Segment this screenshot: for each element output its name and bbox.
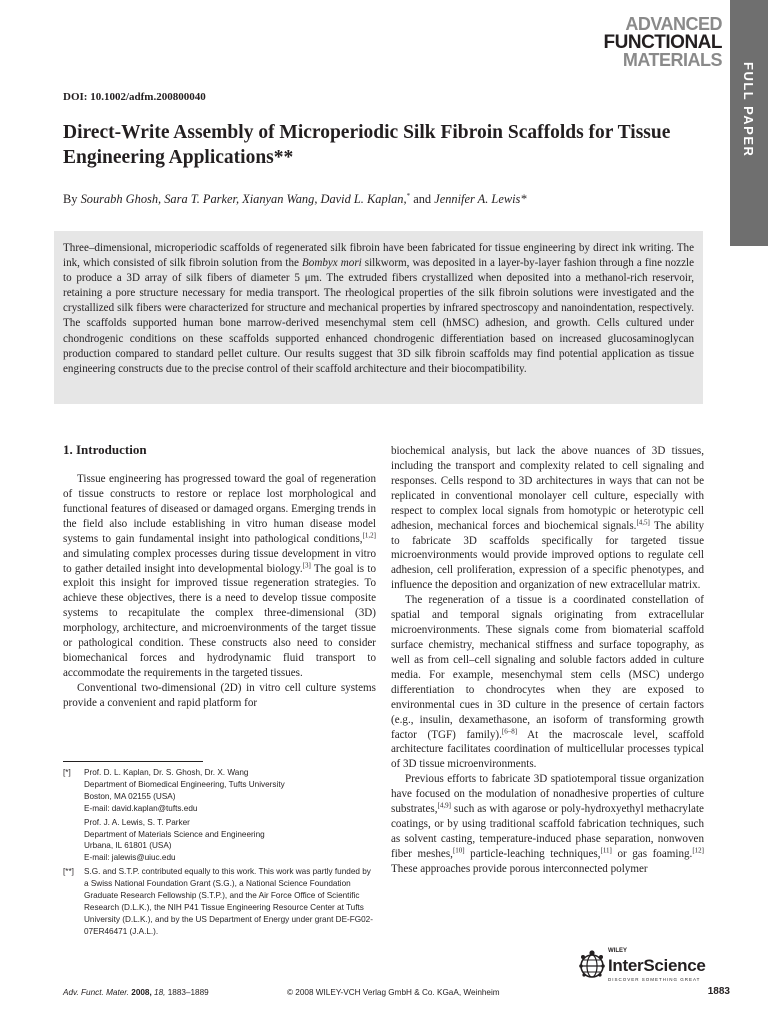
and-label: and [413,192,432,206]
citation-ref[interactable]: [4,5] [636,517,650,526]
page-number: 1883 [707,986,730,997]
abstract [54,231,703,404]
paragraph-text: or gas foaming. [611,847,693,860]
footnote-line: Prof. D. L. Kaplan, Dr. S. Ghosh, Dr. X. Wang [84,768,249,777]
journal-logo-line3: MATERIALS [622,50,722,71]
interscience-logo [578,948,713,998]
footnote-line: Urbana, IL 61801 (USA) [84,841,172,851]
copyright-footer: © 2008 WILEY-VCH Verlag GmbH & Co. KGaA, Weinheim [287,988,500,997]
footnote-email[interactable]: E-mail: david.kaplan@tufts.edu [84,803,198,813]
citation-ref[interactable]: [3] [302,560,311,569]
article-title: Direct-Write Assembly of Microperiodic Silk Fibroin Scaffolds for Tissue Engineering Applications** [63,122,671,168]
footnotes [63,767,376,938]
paragraph [391,593,704,772]
journal-logo [604,16,722,70]
citation-ref[interactable]: [12] [692,846,705,855]
paragraph-text: Conventional two-dimensional (2D) in vitro cell culture systems provide a convenient and rapid platform for [63,681,376,709]
volume-year: 2008, [131,988,152,997]
footnote-text: S.G. and S.T.P. contributed equally to this work. This work was partly funded by a Swiss National Foundation Grant (S.G.), a National Science Foundation Graduate Research Fellowship (S.T.P.), and the Air Force Office of Scientific Research (D.L.K.), the NIH P41 Tissue Engineering Resource Center at Tufts University (D.L.K.), and by the US Department of Energy under grant DE-FG02- 07ER46471 (J.A.L.). [84,867,373,936]
footnote-line: Boston, MA 02155 (USA) [84,791,176,801]
footnote-mark: [**] [63,867,74,877]
volume-number: 18, [154,988,166,997]
footnote-email[interactable]: E-mail: jalewis@uiuc.edu [84,853,176,863]
paragraph-text: The goal is to exploit this insight for improved tissue regeneration strategies. To achieve these objectives, there is a need to develop tissue composite systems to recapitulate the complex three-dimensional (3D) morphology, architecture, and microenvironments of the target tissue or pathological condition. These constructs also need to consider biomechanical forces and hydrodynamic fluid transport to accommodate the requirements in the targeted tissues. [63,562,376,679]
interscience-tagline: DISCOVER SOMETHING GREAT [608,977,701,982]
author-name: Jennifer A. Lewis* [434,192,527,206]
column-right [391,444,704,877]
author-name: Sara T. Parker, [164,192,240,206]
paragraph [391,772,704,876]
section-heading: 1. Introduction [63,442,147,457]
section-tab [730,0,768,246]
wiley-label: WILEY [608,948,627,954]
citation-ref[interactable]: [4,9] [437,801,451,810]
footnote-line: Department of Materials Science and Engineering [84,829,265,839]
paragraph-text: and simulating complex processes during tissue development in vitro to gather detailed insight into developmental biology. [63,547,376,575]
paragraph-text: The regeneration of a tissue is a coordinated constellation of spatial and temporal signals originating from extracellular microenvironments. These signals come from biomaterial scaffold surface chemistry, mechanical stiffness and surface topography, as well as from cell–cell signaling and soluble factors added in culture media. For example, mesenchymal stem cells (MSC) undergo differentiation to chondrocytes when they are exposed to environmental cues in 3D culture in the presence of certain factors (e.g., insulin, dexamethasone, an isoform of transforming growth factor (TGF) family). [391,594,704,741]
globe-icon [578,948,606,984]
footnote-line: Department of Biomedical Engineering, Tufts University [84,779,285,789]
journal-logo-line1: ADVANCED [625,14,722,34]
column-left [63,441,376,711]
citation-ref[interactable]: [1,2] [362,531,376,539]
journal-abbrev: Adv. Funct. Mater. [63,988,129,997]
footnote-line: Prof. J. A. Lewis, S. T. Parker [84,817,190,827]
footnote-acknowledgement [63,866,376,937]
journal-logo-line2: FUNCTIONAL [603,31,722,53]
citation-ref[interactable]: [6–8] [501,726,518,735]
author-list [63,192,703,207]
interscience-name: InterScience [608,956,706,975]
citation-ref[interactable]: [10] [452,846,465,855]
paragraph-text: particle-leaching techniques, [464,847,601,860]
paragraph-text: Tissue engineering has progressed toward the goal of regeneration of tissue constructs to restore or replace lost morphological and functional features of diseased or damaged organs. Emerging trends in the field also include establishing in vitro human disease model systems to gain fundamental insight into pathological conditions, [63,473,376,545]
paragraph [63,681,376,711]
paragraph-text: biochemical analysis, but lack the above nuances of 3D tissues, including the transport and complexity related to cell signaling and responses. Cells respond to 3D architectures in ways that can not be replicated in conventional monolayer cell culture, especially with respect to complex local signals from homotypic or heterotypic cell adhesion, mechanical forces and biochemical signals. [391,445,704,532]
doi: DOI: 10.1002/adfm.200800040 [63,91,206,103]
footnote-mark: [*] [63,768,71,777]
footnote-divider [63,761,203,762]
by-label: By [63,192,78,206]
paragraph-text: Previous efforts to fabricate 3D spatiotemporal tissue organization have focused on the modulation of nonadhesive properties of culture substrates, [391,773,704,816]
paragraph-text: such as with agarose or poly-hydroxyethyl methacrylate coatings, or by using traditional scaffold fabrication techniques, such as solvent casting, temperature-induced phase separation, nonwoven fiber meshes, [391,803,704,860]
footnote-affiliations [63,767,376,864]
abstract-text: silkworm, was deposited in a layer-by-layer fashion through a fine nozzle to produce a 3D array of silk fibers of diameter 5 μm. The extruded fibers crystallized when deposited into a methanol-rich reservoir, retaining a pore structure necessary for media transport. The rheological properties of the silk fibroin solutions were investigated and the crystallized silk fibers were characterized for structure and mechanical properties by infrared spectroscopy and nanoindentation, respectively. The scaffolds supported human bone marrow-derived mesenchymal stem cell (hMSC) adhesion, and growth. Cells cultured under chondrogenic conditions on these scaffolds supported enhanced chondrogenic differentiation based on increased glucosaminoglycan production compared to standard pellet culture. Our results suggest that 3D silk fibroin scaffolds may find potential application as tissue engineering constructs due to the precise control of their scaffold architecture and their biocompatibility. [63,257,695,375]
corresponding-mark: * [406,191,411,200]
page-range: 1883–1889 [167,988,209,997]
species-name: Bombyx mori [302,257,362,270]
paragraph-text: At the macroscale level, scaffold architecture facilitates coordination of multicellular processes typical of 3D tissue microenvironments. [391,728,705,771]
author-name: David L. Kaplan, [320,192,407,206]
citation-footer [63,988,209,997]
author-name: Sourabh Ghosh, [80,192,162,206]
paragraph-text: The ability to fabricate 3D scaffolds specifically for targeted tissue microenvironments would provide improved options to regulate cell adhesion, cell proliferation, expression of a specific phenotypes, and influence the deposition and organization of new extracellular matrix. [391,519,704,592]
paragraph-text: These approaches provide porous interconnected polymer [391,862,648,875]
paragraph [63,472,376,681]
section-tab-label: FULL PAPER [741,62,756,158]
abstract-text: Three–dimensional, microperiodic scaffolds of regenerated silk fibroin have been fabricated for tissue engineering by direct ink writing. The ink, which consisted of silk fibroin solution from the [63,242,694,270]
author-name: Xianyan Wang, [242,192,318,206]
paragraph [391,444,704,593]
citation-ref[interactable]: [11] [600,846,612,855]
